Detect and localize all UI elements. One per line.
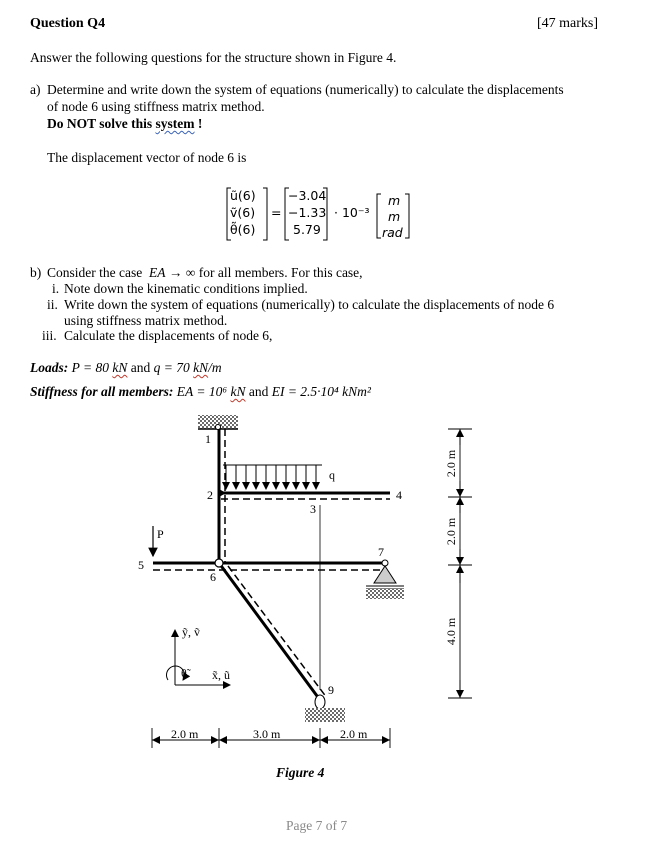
support-9-hatch xyxy=(305,708,345,722)
member-6-9-dashed xyxy=(228,566,327,698)
load-q-unit: kN xyxy=(193,360,209,375)
intro-text: Answer the following questions for the structure shown in Figure 4. xyxy=(30,50,397,65)
unit-rad: rad xyxy=(382,225,403,240)
support-7-hatch xyxy=(366,589,404,599)
node-label-3: 3 xyxy=(310,502,316,516)
loads-label: Loads: xyxy=(30,360,69,375)
list-num-i: i. xyxy=(52,281,60,296)
list-item-i: Note down the kinematic conditions implied. xyxy=(64,281,308,296)
scale-factor: · 10⁻³ xyxy=(334,205,370,220)
node-label-2: 2 xyxy=(207,488,213,502)
node-label-9: 9 xyxy=(328,683,334,697)
unit-m1: m xyxy=(388,193,401,208)
load-q-arrows xyxy=(226,465,316,489)
load-q-value: q = 70 xyxy=(153,360,190,375)
stiffness-ei: EI = 2.5·10⁴ kNm² xyxy=(271,384,371,399)
marks-label: [47 marks] xyxy=(537,16,599,31)
dim-h-label-3: 2.0 m xyxy=(340,727,368,741)
part-b-prefix: Consider the case xyxy=(47,265,143,280)
member-6-9 xyxy=(219,563,320,700)
node-label-5: 5 xyxy=(138,558,144,572)
node-label-7: 7 xyxy=(378,545,384,559)
stiffness-and: and xyxy=(248,384,269,399)
lhs-theta6: θ̃(6) xyxy=(230,222,256,237)
part-a-line2: of node 6 using stiffness matrix method. xyxy=(47,99,265,114)
list-item-ii: Write down the system of equations (numerically) to calculate the displacements of node 6 xyxy=(64,297,555,312)
displacement-text: The displacement vector of node 6 is xyxy=(47,150,247,165)
unit-m2: m xyxy=(388,209,401,224)
list-num-ii: ii. xyxy=(47,297,58,312)
load-p-unit: kN xyxy=(112,360,128,375)
lhs-u6: ũ(6) xyxy=(230,188,256,203)
dim-h-label-1: 2.0 m xyxy=(171,727,199,741)
dim-v-label-1: 2.0 m xyxy=(444,449,459,478)
warning-prefix: Do NOT solve this xyxy=(47,116,153,131)
list-item-iii: Calculate the displacements of node 6, xyxy=(64,328,273,343)
load-q-per: /m xyxy=(208,360,222,375)
part-a-line1: Determine and write down the system of equations (numerically) to calculate the displacements xyxy=(47,82,564,97)
dim-v-label-3: 4.0 m xyxy=(444,617,459,646)
stiffness-label: Stiffness for all members: xyxy=(30,384,174,399)
ea-symbol: EA xyxy=(148,265,166,280)
infinity-arrow: → ∞ xyxy=(168,265,196,280)
figure-caption: Figure 4 xyxy=(276,765,325,780)
axis-y-label: ỹ, ṽ xyxy=(182,625,200,639)
list-item-ii-cont: using stiffness matrix method. xyxy=(64,313,228,328)
equals-sign: = xyxy=(271,205,282,220)
axis-theta-label: θ̃ xyxy=(181,666,187,680)
node-label-6: 6 xyxy=(210,570,216,584)
support-7-triangle xyxy=(374,566,396,583)
load-p-value: P = 80 xyxy=(71,360,109,375)
axis-x-label: x̃, ũ xyxy=(212,668,230,682)
hinge-node-1 xyxy=(216,425,221,430)
load-q-label: q xyxy=(329,468,335,482)
part-b-suffix: for all members. For this case, xyxy=(198,265,363,280)
loads-and: and xyxy=(130,360,151,375)
lhs-v6: ṽ(6) xyxy=(230,205,256,220)
dim-v-label-2: 2.0 m xyxy=(444,517,459,546)
stiffness-ea-unit: kN xyxy=(230,384,246,399)
hinge-node-6 xyxy=(215,559,223,567)
load-p-label: P xyxy=(157,527,164,541)
list-num-iii: iii. xyxy=(42,328,57,343)
node-label-1: 1 xyxy=(205,432,211,446)
warning-word: system xyxy=(155,116,195,131)
value-v: −1.33 xyxy=(288,205,327,220)
dim-h-label-2: 3.0 m xyxy=(253,727,281,741)
value-theta: 5.79 xyxy=(293,222,321,237)
hinge-node-9 xyxy=(315,695,325,709)
part-a-label: a) xyxy=(30,82,41,97)
warning-suffix: ! xyxy=(194,116,203,131)
stiffness-ea: EA = 10⁶ xyxy=(176,384,228,399)
part-b-label: b) xyxy=(30,265,42,280)
node-label-4: 4 xyxy=(396,488,402,502)
page-footer: Page 7 of 7 xyxy=(286,818,348,833)
value-u: −3.04 xyxy=(288,188,327,203)
question-title: Question Q4 xyxy=(30,16,106,31)
